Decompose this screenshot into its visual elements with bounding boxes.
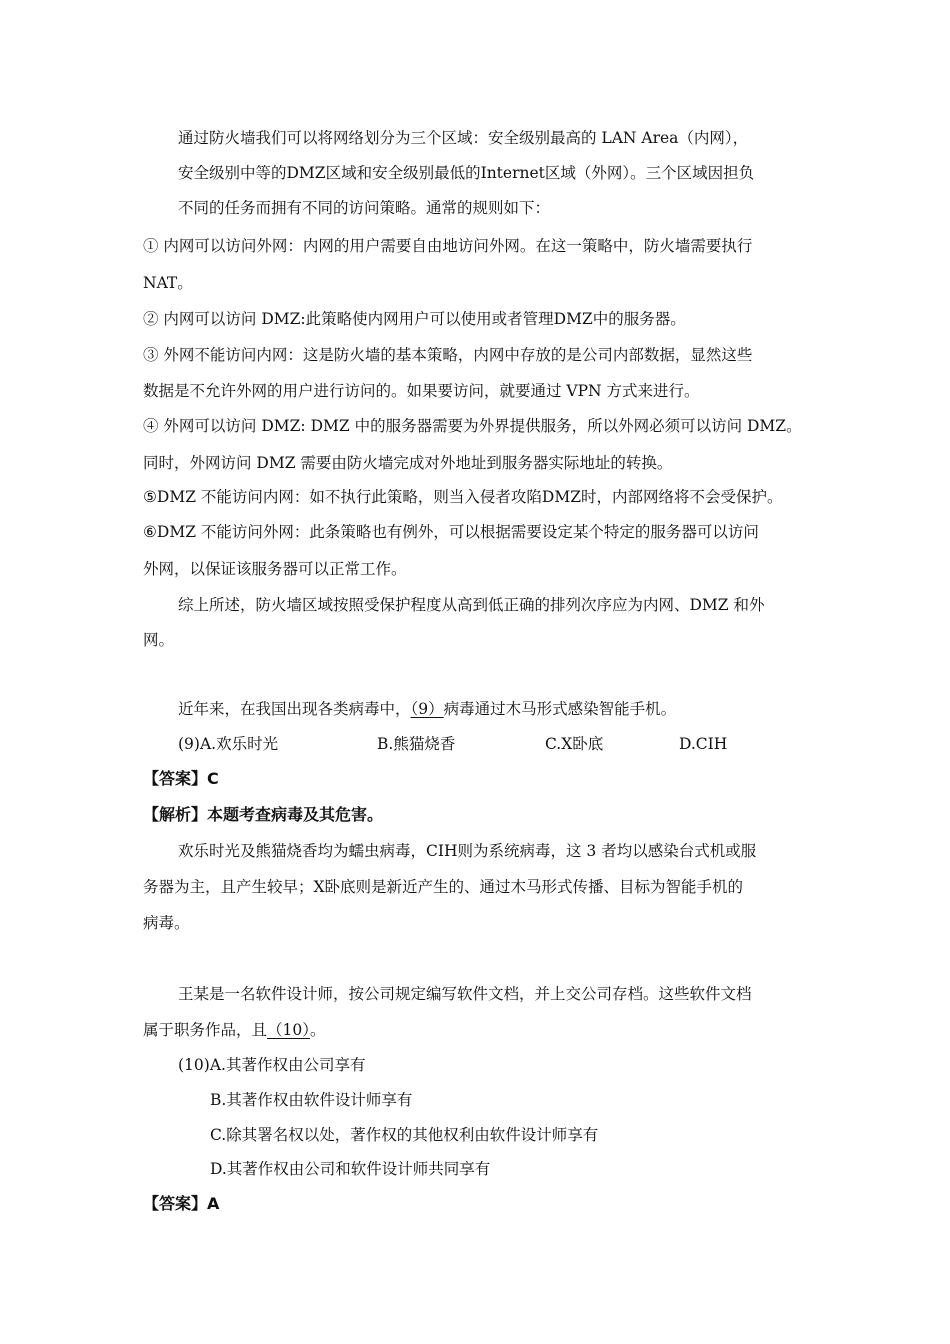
intro-line-1: 通过防火墙我们可以将网络划分为三个区域：安全级别最高的 LAN Area（内网），	[178, 129, 749, 147]
q10-option-d: D.其著作权由公司和软件设计师共同享有	[210, 1160, 491, 1178]
q9-analysis-line-1: 欢乐时光及熊猫烧香均为蠕虫病毒，CIH则为系统病毒，这 3 者均以感染台式机或服	[178, 842, 757, 860]
q10-answer-label: 【答案】	[143, 1194, 208, 1213]
q9-stem-before: 近年来，在我国出现各类病毒中，	[178, 700, 411, 718]
q9-answer-value: C	[207, 769, 219, 788]
q9-analysis-heading	[143, 804, 383, 826]
q9-stem-after: 病毒通过木马形式感染智能手机。	[443, 700, 677, 718]
rule-line-3: ② 内网可以访问 DMZ:此策略使内网用户可以使用或者管理DMZ中的服务器。	[143, 310, 686, 328]
rule-line-8: ⑤DMZ 不能访问内网：如不执行此策略，则当入侵者攻陷DMZ时，内部网络将不会受保护。	[143, 488, 783, 506]
rule-line-10: 外网，以保证该服务器可以正常工作。	[143, 560, 407, 578]
summary-line-2: 网。	[143, 631, 175, 649]
q10-answer	[143, 1193, 219, 1215]
summary-line-1: 综上所述，防火墙区域按照受保护程度从高到低正确的排列次序应为内网、DMZ 和外	[178, 596, 765, 614]
rule-line-9: ⑥DMZ 不能访问外网：此条策略也有例外，可以根据需要设定某个特定的服务器可以访问	[143, 523, 759, 541]
q9-answer	[143, 768, 219, 790]
intro-line-2: 安全级别中等的DMZ区域和安全级别最低的Internet区域（外网）。三个区域因担负	[178, 164, 755, 182]
q9-analysis-line-3: 病毒。	[143, 914, 190, 932]
q9-analysis-title: 本题考查病毒及其危害。	[207, 805, 384, 824]
q10-option-a: (10)A.其著作权由公司享有	[178, 1056, 366, 1074]
rule-line-7: 同时，外网访问 DMZ 需要由防火墙完成对外地址到服务器实际地址的转换。	[143, 454, 673, 472]
q10-stem-after: 。	[310, 1021, 326, 1039]
intro-line-3: 不同的任务而拥有不同的访问策略。通常的规则如下：	[178, 199, 551, 217]
rule-line-2: NAT。	[143, 274, 193, 292]
rule-line-5: 数据是不允许外网的用户进行访问的。如果要访问，就要通过 VPN 方式来进行。	[143, 382, 700, 400]
q9-answer-label: 【答案】	[143, 769, 208, 788]
rule-line-1: ① 内网可以访问外网：内网的用户需要自由地访问外网。在这一策略中，防火墙需要执行	[143, 237, 753, 255]
q10-stem-before: 属于职务作品，且	[143, 1021, 268, 1039]
q9-option-b: B.熊猫烧香	[377, 735, 456, 753]
q10-blank: （10）	[267, 1021, 310, 1039]
q10-stem-line-2	[143, 1019, 326, 1041]
q9-analysis-line-2: 务器为主，且产生较早；X卧底则是新近产生的、通过木马形式传播、目标为智能手机的	[143, 878, 744, 896]
q10-option-b: B.其著作权由软件设计师享有	[210, 1091, 413, 1109]
q9-option-a: (9)A.欢乐时光	[178, 735, 279, 753]
rule-line-4: ③ 外网不能访问内网：这是防火墙的基本策略，内网中存放的是公司内部数据，显然这些	[143, 346, 753, 364]
q9-option-d: D.CIH	[679, 735, 728, 753]
q9-blank: （9）	[410, 700, 444, 718]
q10-answer-value: A	[207, 1194, 220, 1213]
q10-option-c: C.除其署名权以处，著作权的其他权利由软件设计师享有	[210, 1126, 599, 1144]
rule-line-6: ④ 外网可以访问 DMZ: DMZ 中的服务器需要为外界提供服务，所以外网必须可以访问 DMZ。	[143, 417, 802, 435]
q9-stem	[178, 698, 676, 720]
q9-analysis-label: 【解析】	[143, 805, 208, 824]
q10-stem-line-1: 王某是一名软件设计师，按公司规定编写软件文档，并上交公司存档。这些软件文档	[178, 985, 752, 1003]
q9-option-c: C.X卧底	[545, 735, 604, 753]
